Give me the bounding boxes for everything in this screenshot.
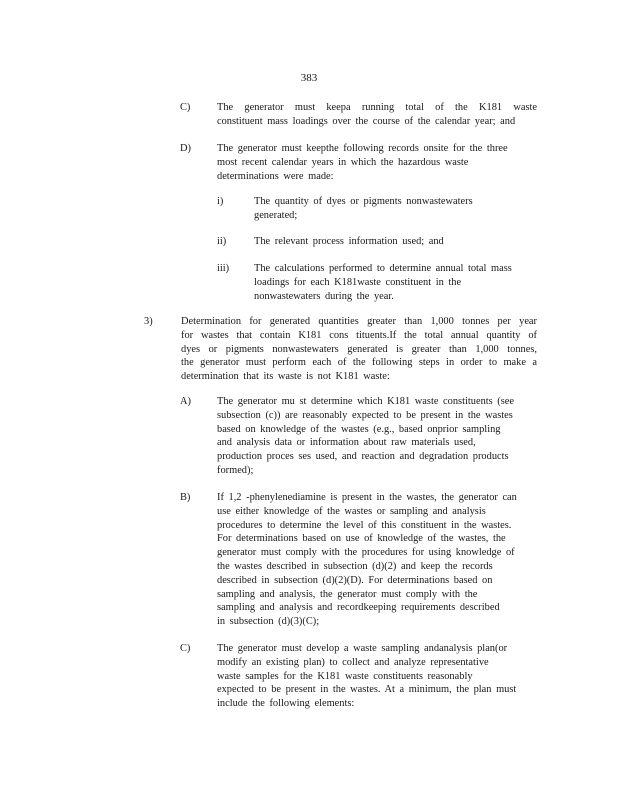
text-line: The generator must keepa running total of the K181 waste (217, 102, 537, 113)
text-line: The relevant process information used; and (254, 236, 444, 247)
text-line: Determination for generated quantities greater than 1,000 tonnes per year (181, 316, 537, 327)
text-line: The generator must keepthe following records onsite for the three (217, 143, 508, 154)
text-line: determinations were made: (217, 170, 334, 182)
item-label: ii) (217, 236, 227, 247)
text-line: For determinations based on use of knowledge of the wastes, the (217, 533, 506, 545)
text-line: based on knowledge of the wastes (e.g., based onprior sampling (217, 423, 501, 435)
text-line: most recent calendar years in which the hazardous waste (217, 156, 469, 168)
item-text (254, 235, 534, 249)
text-line: determination that its waste is not K181 waste: (181, 371, 390, 383)
text-line: nonwastewaters during the year. (254, 290, 394, 302)
page-number: 383 (300, 72, 318, 84)
text-line: sampling and analysis and recordkeeping requirements described (217, 602, 500, 614)
text-line: The generator must develop a waste sampling andanalysis plan(or (217, 643, 508, 654)
text-line: in subsection (d)(3)(C); (217, 616, 320, 628)
item-label: B) (180, 492, 191, 503)
item-text (217, 491, 537, 629)
item-text (254, 195, 534, 223)
item-text (217, 142, 537, 183)
text-line: for wastes that contain K181 cons tituents.If the total annual quantity of (181, 329, 537, 341)
text-line: waste samples for the K181 waste constituents reasonably (217, 670, 473, 682)
text-line: described in subsection (d)(2)(D). For determinations based on (217, 574, 493, 586)
item-label: C) (180, 643, 191, 654)
text-line: dyes or pigments nonwastewaters generated is greater than 1,000 tonnes, (181, 343, 537, 355)
item-text (181, 315, 537, 384)
text-line: loadings for each K181waste constituent in the (254, 276, 462, 288)
text-line: procedures to determine the level of this constituent in the wastes. (217, 519, 512, 531)
item-label: 3) (144, 316, 153, 327)
text-line: production proces ses used, and reaction and degradation products (217, 451, 509, 463)
text-line: the generator must perform each of the following steps in order to make a (181, 357, 537, 369)
item-label: iii) (217, 263, 230, 274)
item-text (217, 642, 537, 711)
text-line: the wastes described in subsection (d)(2) and keep the records (217, 560, 493, 572)
text-line: generated; (254, 209, 298, 221)
text-line: formed); (217, 464, 254, 476)
item-label: i) (217, 196, 224, 207)
text-line: expected to be present in the wastes. At a minimum, the plan must (217, 684, 517, 696)
text-line: subsection (c)) are reasonably expected to be present in the wastes (217, 409, 513, 421)
item-label: A) (180, 396, 191, 407)
text-line: use either knowledge of the wastes or sampling and analysis (217, 505, 486, 517)
text-line: The quantity of dyes or pigments nonwastewaters (254, 196, 473, 207)
text-line: include the following elements: (217, 698, 355, 710)
text-line: If 1,2 -phenylenediamine is present in the wastes, the generator can (217, 492, 517, 503)
item-text (217, 395, 537, 478)
text-line: sampling and analysis, the generator must comply with the (217, 588, 478, 600)
text-line: The calculations performed to determine annual total mass (254, 263, 512, 274)
text-line: The generator mu st determine which K181 waste constituents (see (217, 396, 515, 407)
item-label: C) (180, 102, 191, 113)
text-line: constituent mass loadings over the course of the calendar year; and (217, 115, 516, 127)
item-label: D) (180, 143, 191, 154)
text-line: generator must comply with the procedures for using knowledge of (217, 547, 515, 559)
text-line: modify an existing plan) to collect and analyze representative (217, 656, 489, 668)
item-text (254, 262, 534, 303)
text-line: and analysis data or information about raw materials used, (217, 437, 476, 449)
item-text (217, 101, 537, 129)
